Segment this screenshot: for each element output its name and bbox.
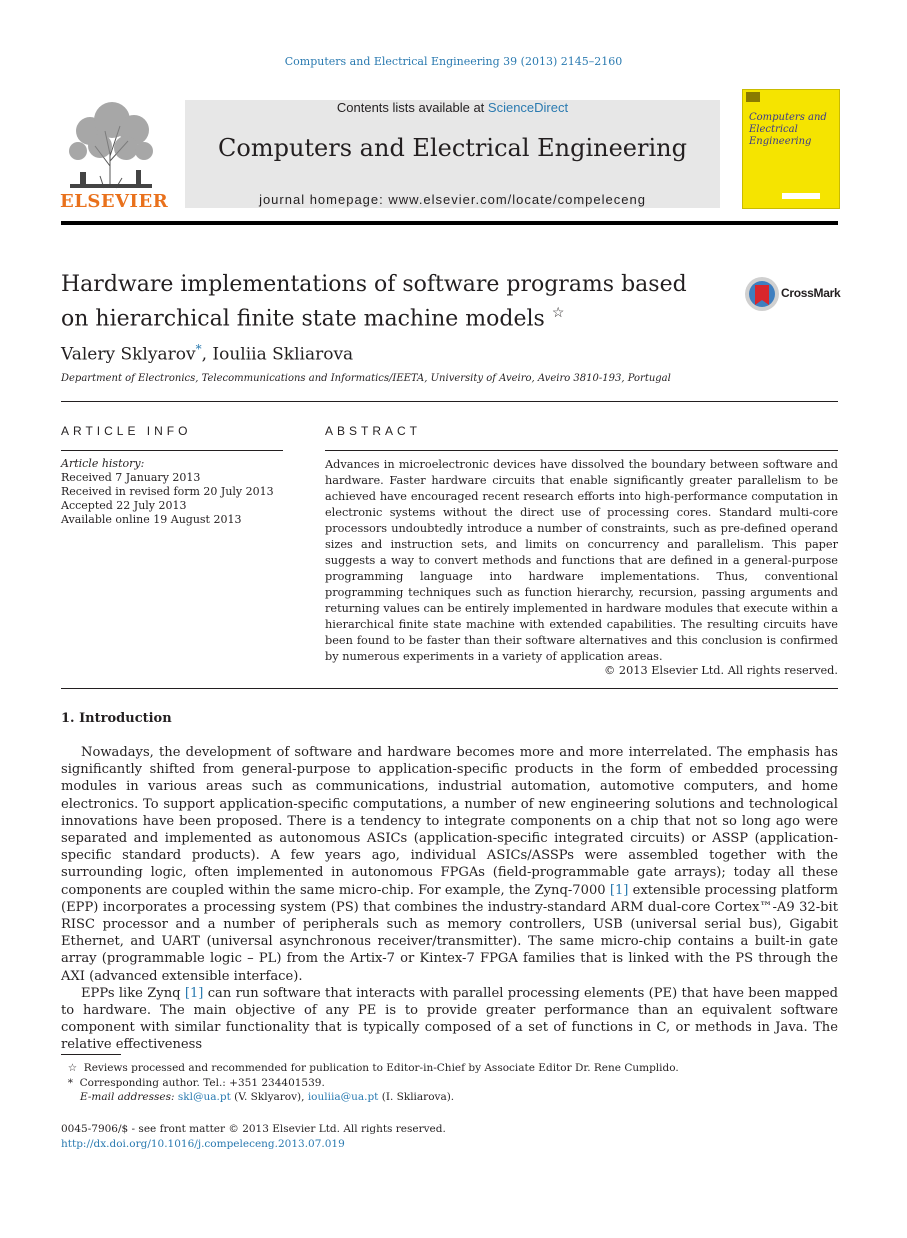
title-line-2: on hierarchical finite state machine models: [61, 306, 545, 332]
title-line-1: Hardware implementations of software programs based: [61, 272, 687, 297]
header-rule: [61, 221, 838, 225]
cover-elsevier-icon: [746, 92, 760, 102]
citation-link[interactable]: [1]: [184, 985, 204, 1001]
email-name-2: (I. Skliarova).: [378, 1091, 455, 1103]
crossmark-label[interactable]: CrossMark: [781, 286, 841, 300]
footnote-star-mark: ☆: [67, 1062, 78, 1074]
homepage-prefix: journal homepage:: [259, 192, 389, 207]
footnote-review-text: Reviews processed and recommended for publication to Editor-in-Chief by Associate Editor Dr. Rene Cumplido.: [83, 1062, 679, 1074]
email-label: E-mail addresses:: [80, 1091, 175, 1103]
front-matter: [61, 1122, 446, 1151]
paragraph: [61, 985, 838, 1054]
affiliation: Department of Electronics, Telecommunications and Informatics/IEETA, University of Aveiro, Aveiro 3810-193, Portugal: [61, 373, 671, 384]
history-label: Article history:: [61, 457, 145, 470]
history-online: Available online 19 August 2013: [61, 513, 242, 526]
paragraph-1-text-a: Nowadays, the development of software and hardware becomes more and more interrelated. The emphasis has significantly shifted from general-purpose to application-specific products in the form of embedded processing modules in various areas such as communications, industrial automation, automotive computers, and home electronics. To support application-specific computations, a number of new engineering solutions and technological innovations have been proposed. There is a tendency to integrate components on a chip that not so long ago were separated and implemented as autonomous ASICs (application-specific integrated circuits) or ASSP (application-specific standard products). A few years ago, individual ASICs/ASSPs were assembled together with the surrounding logic, often implemented in autonomous FPGAs (field-programmable gate arrays); today all these components are coupled within the same micro-chip. For example, the Zynq-7000: [61, 745, 838, 898]
author-1: Valery Sklyarov: [61, 344, 196, 365]
footnote-review: [61, 1061, 838, 1076]
footnote-corresponding: [61, 1076, 838, 1091]
paper-title: [61, 270, 711, 333]
journal-cover-thumbnail[interactable]: [742, 89, 840, 209]
article-history: [61, 457, 274, 527]
email-link-1[interactable]: skl@ua.pt: [177, 1091, 231, 1103]
article-info-rule: [61, 450, 283, 451]
doi-link[interactable]: http://dx.doi.org/10.1016/j.compeleceng.2013.07.019: [61, 1137, 345, 1150]
paragraph: [61, 744, 838, 985]
contents-prefix: Contents lists available at: [336, 100, 488, 115]
footnote-corr-text: Corresponding author. Tel.: +351 234401539.: [79, 1076, 325, 1089]
citation-link[interactable]: [1]: [609, 882, 629, 898]
email-name-1: (V. Sklyarov),: [230, 1091, 308, 1103]
introduction-body: [61, 744, 838, 1054]
history-accepted: Accepted 22 July 2013: [61, 499, 187, 512]
homepage-line: [185, 192, 720, 207]
author-2: Iouliia Skliarova: [212, 344, 354, 365]
footnote-rule: [61, 1054, 121, 1055]
divider-top: [61, 401, 838, 402]
cover-label-strip: [782, 193, 820, 199]
homepage-url[interactable]: www.elsevier.com/locate/compeleceng: [388, 192, 646, 207]
crossmark-icon[interactable]: [744, 276, 780, 312]
paragraph-2-text-a: EPPs like Zynq: [81, 985, 185, 1001]
abstract-rule: [325, 450, 838, 451]
abstract-caption: ABSTRACT: [325, 424, 422, 438]
corresponding-author-mark[interactable]: *: [195, 342, 202, 356]
paragraph-2-text-b: can run software that interacts with parallel processing elements (PE) that have been mapped to hardware. The main objective of any PE is to provide greater performance than an equivalent software component with similar functionality that is typically composed of a set of functions in C, or methods in Java. The relative effectiveness: [61, 985, 839, 1053]
history-revised: Received in revised form 20 July 2013: [61, 485, 274, 498]
journal-title: Computers and Electrical Engineering: [218, 134, 687, 162]
authors: [61, 342, 353, 365]
journal-reference[interactable]: Computers and Electrical Engineering 39 (2013) 2145–2160: [284, 55, 623, 68]
issn-line: 0045-7906/$ - see front matter © 2013 Elsevier Ltd. All rights reserved.: [61, 1123, 446, 1135]
sciencedirect-link[interactable]: ScienceDirect: [487, 100, 569, 115]
abstract-text: Advances in microelectronic devices have dissolved the boundary between software and hardware. Faster hardware circuits that enable significantly greater parallelism to be achieved have encouraged recent research efforts into high-performance computation in electronic systems without the direct use of processing cores. Standard multi-core processors undoubtedly introduce a number of constraints, such as pre-defined operand sizes and instruction sets, and limits on concurrency and parallelism. This paper suggests a way to convert methods and functions that are defined in a general-purpose programming language into hardware implementations. Thus, conventional programming techniques such as function hierarchy, recursion, passing arguments and returning values can be entirely implemented in hardware modules that execute within a hierarchical finite state machine with extended capabilities. The resulting circuits have been found to be faster than their software alternatives and this conclusion is confirmed by numerous experiments in a variety of application areas.: [325, 458, 838, 663]
divider-abstract: [61, 688, 838, 689]
paragraph-1-text-b: extensible processing platform (EPP) incorporates a processing system (PS) that combines the industry-standard ARM dual-core Cortex™-A9 32-bit RISC processor and a number of peripherals such as memory controllers, USB (universal serial bus), Gigabit Ethernet, and UART (universal asynchronous receiver/transmitter). The same micro-chip contains a built-in gate array (programmable logic – PL) from the Artix-7 or Kintex-7 FPGA families that is linked with the PS through the AXI (advanced extensible interface).: [61, 882, 838, 984]
abstract-copyright: © 2013 Elsevier Ltd. All rights reserved.: [604, 664, 838, 677]
cover-title: Computers and Electrical Engineering: [749, 112, 827, 147]
footnote-corr-mark: *: [67, 1076, 73, 1089]
history-received: Received 7 January 2013: [61, 471, 201, 484]
contents-line: [185, 100, 720, 115]
author-separator: ,: [201, 344, 213, 365]
title-footnote-mark[interactable]: ☆: [551, 305, 565, 321]
section-heading-introduction: 1. Introduction: [61, 711, 172, 726]
elsevier-wordmark: ELSEVIER: [60, 191, 169, 212]
footnote-emails: [61, 1090, 838, 1105]
email-link-2[interactable]: iouliia@ua.pt: [307, 1091, 379, 1103]
footnotes: [61, 1061, 838, 1105]
article-info-caption: ARTICLE INFO: [61, 424, 192, 438]
